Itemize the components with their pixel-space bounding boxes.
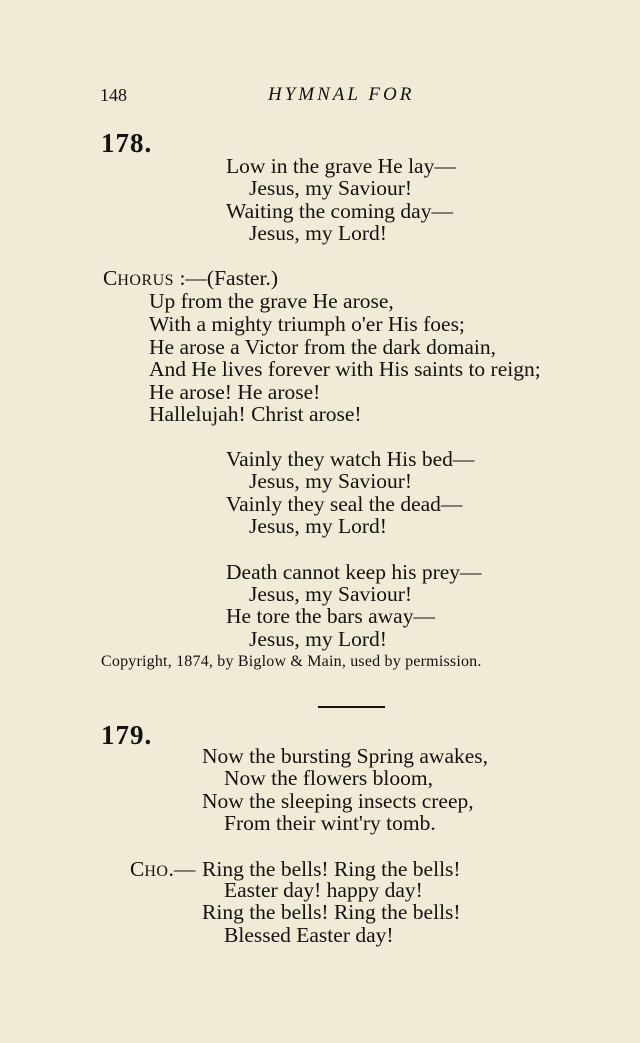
hymn-179-verse1-line3: Now the sleeping insects creep, [202, 789, 474, 813]
cho-label [130, 858, 195, 884]
hymn-178-verse2-line2: Jesus, my Saviour! [249, 469, 413, 493]
running-title: HYMNAL FOR [268, 84, 415, 105]
hymn-179-chorus-line3: Ring the bells! Ring the bells! [202, 900, 461, 924]
hymn-178-chorus-line1: Up from the grave He arose, [149, 289, 394, 313]
hymn-178-verse2-line4: Jesus, my Lord! [249, 514, 387, 538]
hymn-178-verse1-line3: Waiting the coming day— [226, 199, 453, 223]
hymn-178-chorus-line4: And He lives forever with His saints to reign; [149, 357, 541, 381]
hymn-178-verse1-line4: Jesus, my Lord! [249, 221, 387, 245]
hymn-179-chorus-line1: Ring the bells! Ring the bells! [202, 857, 461, 881]
hymn-178-verse3-line4: Jesus, my Lord! [249, 627, 387, 651]
hymn-178-verse1-line2: Jesus, my Saviour! [249, 176, 413, 200]
hymn-179-verse1-line4: From their wint'ry tomb. [224, 811, 436, 835]
hymn-178-chorus-line5: He arose! He arose! [149, 380, 321, 404]
chorus-label-note: :—(Faster.) [179, 266, 278, 290]
hymn-178-chorus-line3: He arose a Victor from the dark domain, [149, 335, 496, 359]
hymn-179-chorus-line4: Blessed Easter day! [224, 923, 394, 947]
hymn-179-number: 179. [101, 720, 153, 750]
hymn-178-verse3-line3: He tore the bars away— [226, 604, 435, 628]
page-number: 148 [100, 85, 127, 105]
hymn-178-chorus-line2: With a mighty triumph o'er His foes; [149, 312, 465, 336]
hymn-178-chorus-line6: Hallelujah! Christ arose! [149, 402, 362, 426]
section-divider [318, 706, 385, 708]
cho-label-smallcaps: HO [144, 863, 169, 880]
chorus-label-smallcaps: HORUS [117, 272, 175, 289]
hymn-178-verse2-line3: Vainly they seal the dead— [226, 492, 463, 516]
hymn-179-verse1-line1: Now the bursting Spring awakes, [202, 744, 489, 768]
hymn-178-verse3-line2: Jesus, my Saviour! [249, 582, 413, 606]
hymn-178-verse3-line1: Death cannot keep his prey— [226, 560, 482, 584]
cho-label-cap: C [130, 857, 145, 881]
hymn-178-verse1-line1: Low in the grave He lay— [226, 154, 456, 178]
hymn-178-verse2-line1: Vainly they watch His bed— [226, 447, 475, 471]
chorus-label-cap: C [103, 266, 118, 290]
cho-label-dash: .— [168, 857, 196, 881]
copyright-notice: Copyright, 1874, by Biglow & Main, used by permission. [101, 653, 482, 670]
hymn-179-verse1-line2: Now the flowers bloom, [224, 766, 433, 790]
hymn-179-chorus-line2: Easter day! happy day! [224, 878, 423, 902]
hymn-178-number: 178. [101, 128, 153, 158]
